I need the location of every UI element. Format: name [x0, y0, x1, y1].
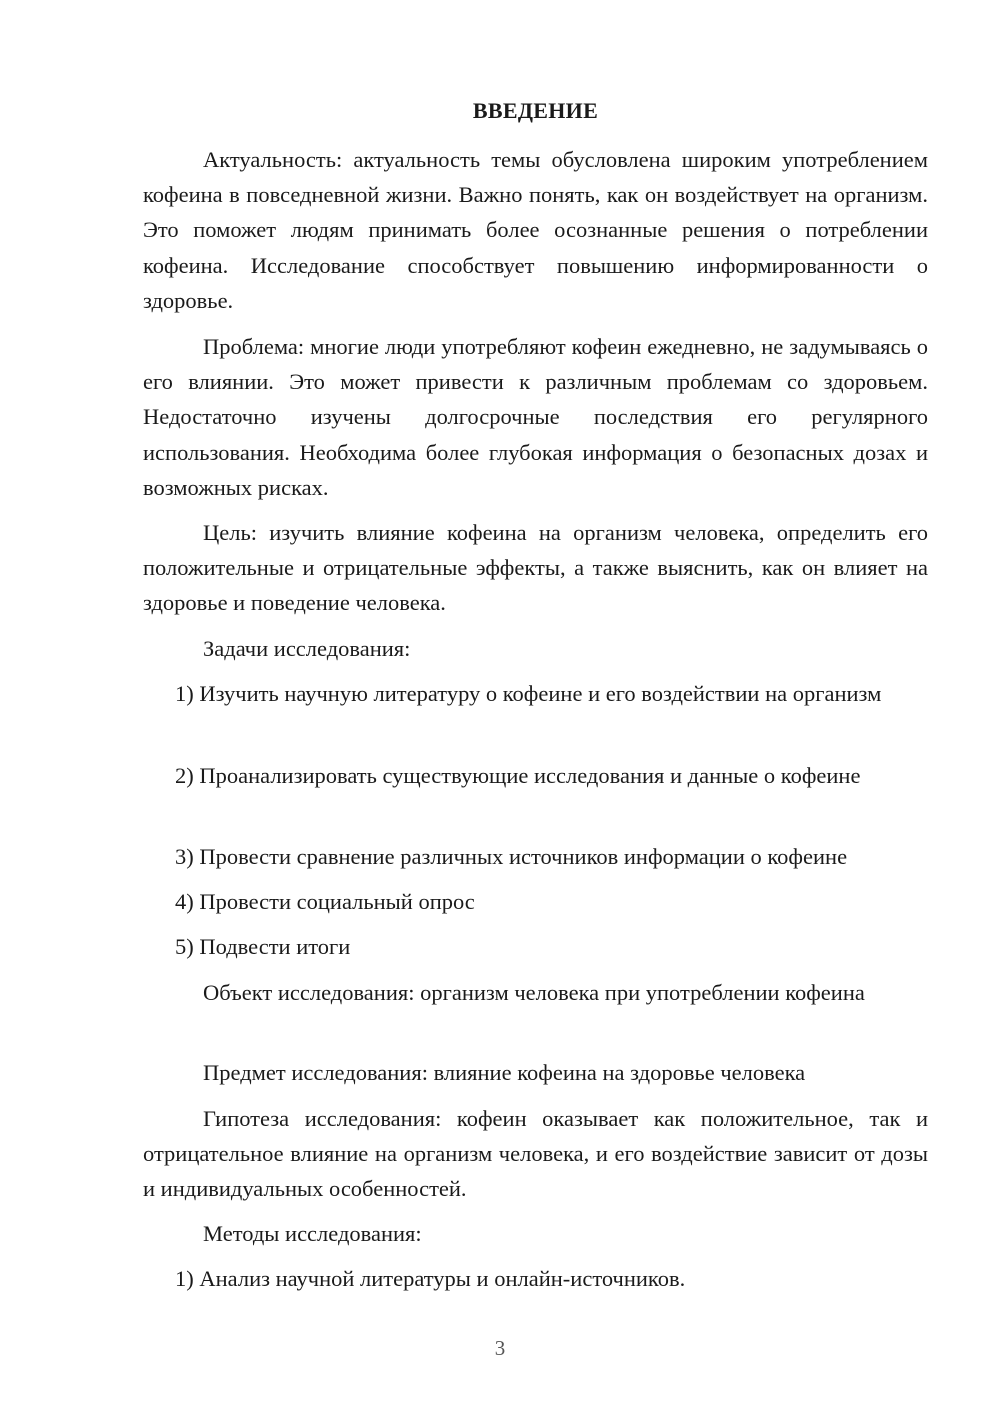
paragraph-problem: Проблема: многие люди употребляют кофеин ежедневно, не задумываясь о его влиянии. Это может привести к различным проблемам со здоровьем. Недостаточно изучены долгосрочные последствия его регулярного использования. Необходима более глубокая информация о безопасных дозах и возможных рисках.	[143, 334, 928, 500]
paragraph-hypothesis: Гипотеза исследования: кофеин оказывает как положительное, так и отрицательное влияние на организм человека, и его воздействие зависит от дозы и индивидуальных особенностей.	[143, 1106, 928, 1202]
task-item-5: 5) Подвести итоги	[175, 934, 351, 959]
paragraph-goal: Цель: изучить влияние кофеина на организм человека, определить его положительные и отрицательные эффекты, а также выяснить, как он влияет на здоровье и поведение человека.	[143, 520, 928, 616]
tasks-heading: Задачи исследования:	[203, 636, 411, 661]
task-item-1: 1) Изучить научную литературу о кофеине и его воздействии на организм	[175, 681, 882, 706]
paragraph-relevance: Актуальность: актуальность темы обусловлена широким употреблением кофеина в повседневной жизни. Важно понять, как он воздействует на организм. Это поможет людям принимать более осознанные решения о потреблении кофеина. Исследование способствует повышению информированности о здоровье.	[143, 147, 928, 313]
paragraph-object: Объект исследования: организм человека при употреблении кофеина	[203, 980, 865, 1005]
task-item-3: 3) Провести сравнение различных источников информации о кофеине	[175, 844, 848, 869]
method-item-1: 1) Анализ научной литературы и онлайн-источников.	[175, 1266, 686, 1291]
page-number: 3	[494, 1336, 506, 1360]
section-title: ВВЕДЕНИЕ	[472, 98, 599, 123]
paragraph-subject: Предмет исследования: влияние кофеина на здоровье человека	[203, 1060, 806, 1085]
methods-heading: Методы исследования:	[203, 1221, 422, 1246]
task-item-4: 4) Провести социальный опрос	[175, 889, 475, 914]
task-item-2: 2) Проанализировать существующие исследования и данные о кофеине	[175, 763, 861, 788]
